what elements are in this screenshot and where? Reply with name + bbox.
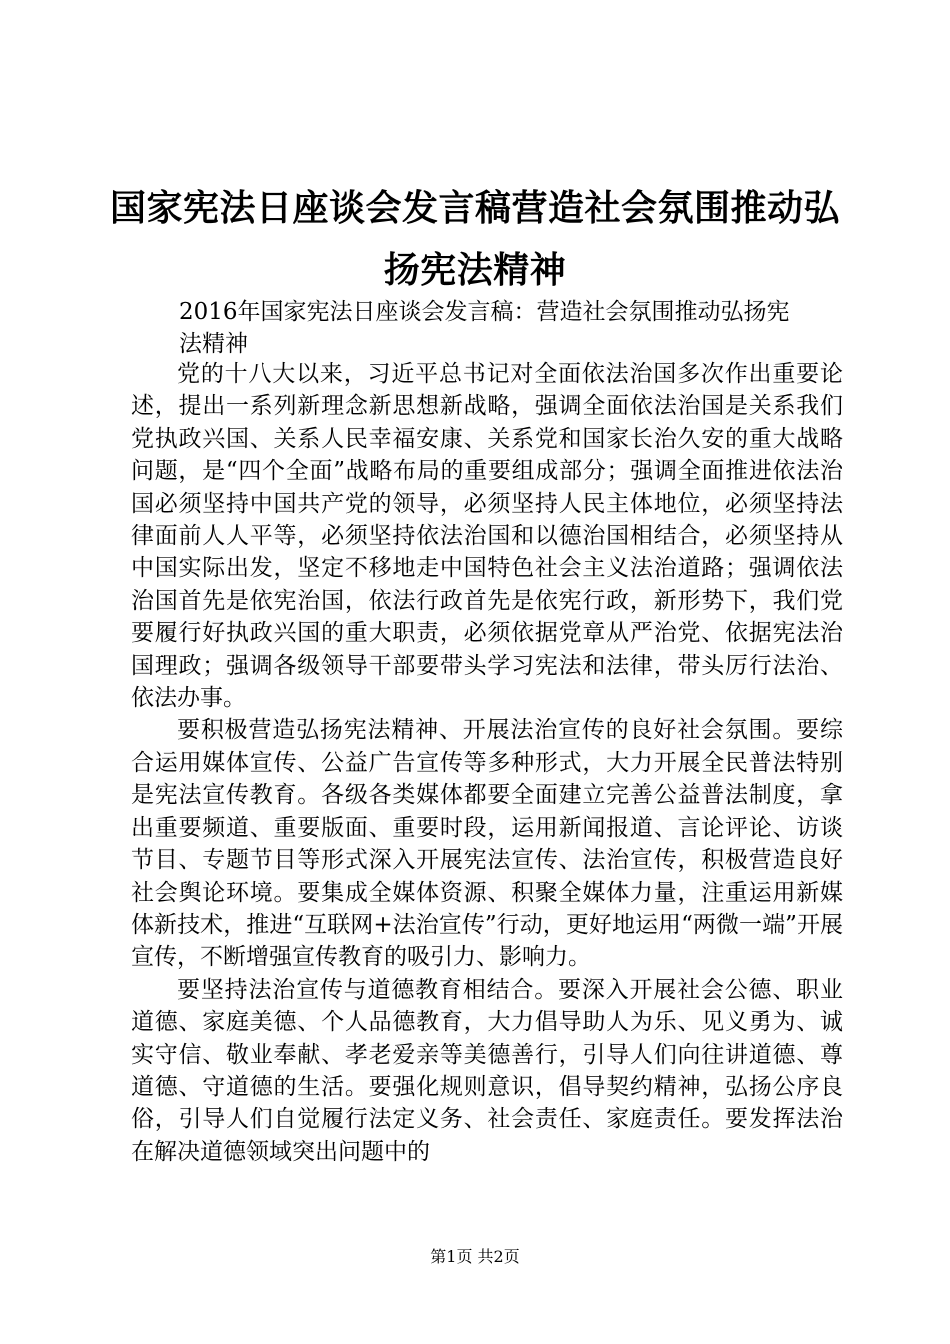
paragraph: 要坚持法治宣传与道德教育相结合。要深入开展社会公德、职业道德、家庭美德、个人品德教育，大力倡导助人为乐、见义勇为、诚实守信、敬业奉献、孝老爱亲等美德善行，引导人们向往讲道德、尊道德、守道德的生活。要强化规则意识，倡导契约精神，弘扬公序良俗，引导人们自觉履行法定义务、社会责任、家庭责任。要发挥法治在解决道德领域突出问题中的	[131, 976, 843, 1165]
paragraph: 要积极营造弘扬宪法精神、开展法治宣传的良好社会氛围。要综合运用媒体宣传、公益广告宣传等多种形式，大力开展全民普法特别是宪法宣传教育。各级各类媒体都要全面建立完善公益普法制度，拿出重要频道、重要版面、重要时段，运用新闻报道、言论评论、访谈节目、专题节目等形式深入开展宪法宣传、法治宣传，积极营造良好社会舆论环境。要集成全媒体资源、积聚全媒体力量，注重运用新媒体新技术，推进“互联网+法治宣传”行动，更好地运用“两微一端”开展宣传，不断增强宣传教育的吸引力、影响力。	[131, 717, 843, 971]
document-subtitle: 2016年国家宪法日座谈会发言稿：营造社会氛围推动弘扬宪法精神	[179, 299, 790, 357]
document-title: 国家宪法日座谈会发言稿营造社会氛围推动弘扬宪法精神	[110, 188, 841, 291]
paragraph: 党的十八大以来，习近平总书记对全面依法治国多次作出重要论述，提出一系列新理念新思想新战略，强调全面依法治国是关系我们党执政兴国、关系人民幸福安康、关系党和国家长治久安的重大战略问题，是“四个全面”战略布局的重要组成部分；强调全面推进依法治国必须坚持中国共产党的领导，必须坚持人民主体地位，必须坚持法律面前人人平等，必须坚持依法治国和以德治国相结合，必须坚持从中国实际出发，坚定不移地走中国特色社会主义法治道路；强调依法治国首先是依宪治国，依法行政首先是依宪行政，新形势下，我们党要履行好执政兴国的重大职责，必须依据党章从严治党、依据宪法治国理政；强调各级领导干部要带头学习宪法和法律，带头厉行法治、依法办事。	[131, 361, 843, 712]
page-number-footer: 第1页 共2页	[430, 1247, 520, 1266]
document-body	[131, 358, 843, 1168]
